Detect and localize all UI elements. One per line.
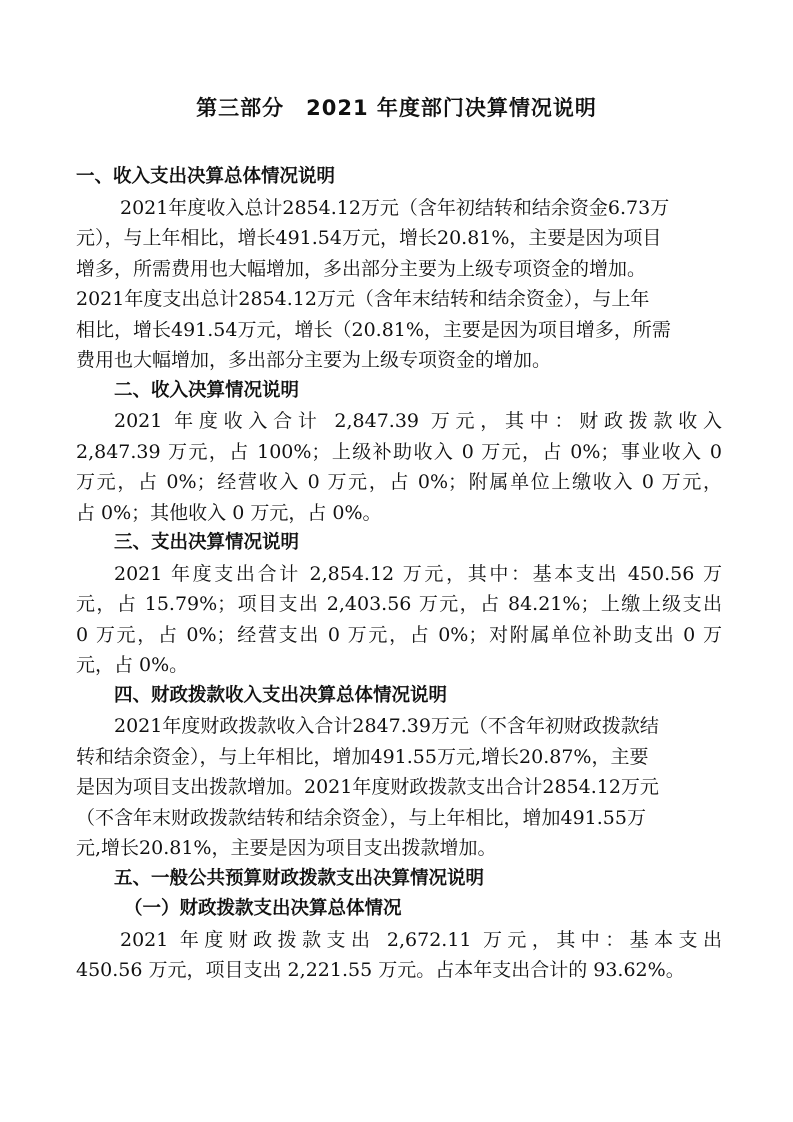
section-3-line: 2021 年度支出合计 2,854.12 万元，其中：基本支出 450.56 万 xyxy=(114,562,722,585)
section-3-line: 元，占 15.79%；项目支出 2,403.56 万元，占 84.21%；上缴上级支出 xyxy=(76,593,722,615)
section-1-line: 相比，增长491.54万元，增长（20.81%，主要是因为项目增多，所需 xyxy=(76,318,671,341)
section-5-line: 450.56 万元，项目支出 2,221.55 万元。占本年支出合计的 93.62%。 xyxy=(76,959,685,981)
section-1-line: 增多，所需费用也大幅增加，多出部分主要为上级专项资金的增加。 xyxy=(76,257,647,280)
section-3-line: 0 万元，占 0%；经营支出 0 万元，占 0%；对附属单位补助支出 0 万 xyxy=(76,623,722,646)
section-4-line: 2021年度财政拨款收入合计2847.39万元（不含年初财政拨款结 xyxy=(114,715,659,737)
section-5-heading: 五、一般公共预算财政拨款支出决算情况说明 xyxy=(114,867,485,889)
section-2-heading: 二、收入决算情况说明 xyxy=(114,379,300,401)
section-5-subheading: （一）财政拨款支出决算总体情况 xyxy=(124,898,402,919)
section-4-heading: 四、财政拨款收入支出决算总体情况说明 xyxy=(114,684,448,706)
section-1-line: 元），与上年相比，增长491.54万元，增长20.81%，主要是因为项目 xyxy=(76,227,662,249)
section-1-line: 费用也大幅增加，多出部分主要为上级专项资金的增加。 xyxy=(76,349,552,371)
section-4-line: 元,增长20.81%，主要是因为项目支出拨款增加。 xyxy=(76,837,497,859)
section-2-line: 占 0%；其他收入 0 万元，占 0%。 xyxy=(76,501,382,524)
section-1-line: 2021年度支出总计2854.12万元（含年末结转和结余资金），与上年 xyxy=(76,288,650,310)
section-3-line: 元，占 0%。 xyxy=(76,654,189,676)
section-4-line: 是因为项目支出拨款增加。2021年度财政拨款支出合计2854.12万元 xyxy=(76,776,659,798)
section-1-line: 2021年度收入总计2854.12万元（含年初结转和结余资金6.73万 xyxy=(120,196,670,219)
section-2-line: 2021 年度收入合计 2,847.39 万元，其中：财政拨款收入 xyxy=(114,410,722,432)
section-2-line: 2,847.39 万元，占 100%；上级补助收入 0 万元，占 0%；事业收入 0 xyxy=(76,440,722,463)
section-2-line: 万元，占 0%；经营收入 0 万元，占 0%；附属单位上缴收入 0 万元， xyxy=(76,471,722,493)
section-3-heading: 三、支出决算情况说明 xyxy=(114,532,300,553)
page-title: 第三部分 2021 年度部门决算情况说明 xyxy=(196,96,597,120)
section-4-line: （不含年末财政拨款结转和结余资金），与上年相比，增加491.55万 xyxy=(76,806,646,829)
section-5-line: 2021 年度财政拨款支出 2,672.11 万元，其中：基本支出 xyxy=(120,928,722,951)
section-1-heading: 一、收入支出决算总体情况说明 xyxy=(76,166,336,187)
section-4-line: 转和结余资金），与上年相比，增加491.55万元,增长20.87%，主要 xyxy=(76,745,649,768)
document-body xyxy=(76,162,722,986)
